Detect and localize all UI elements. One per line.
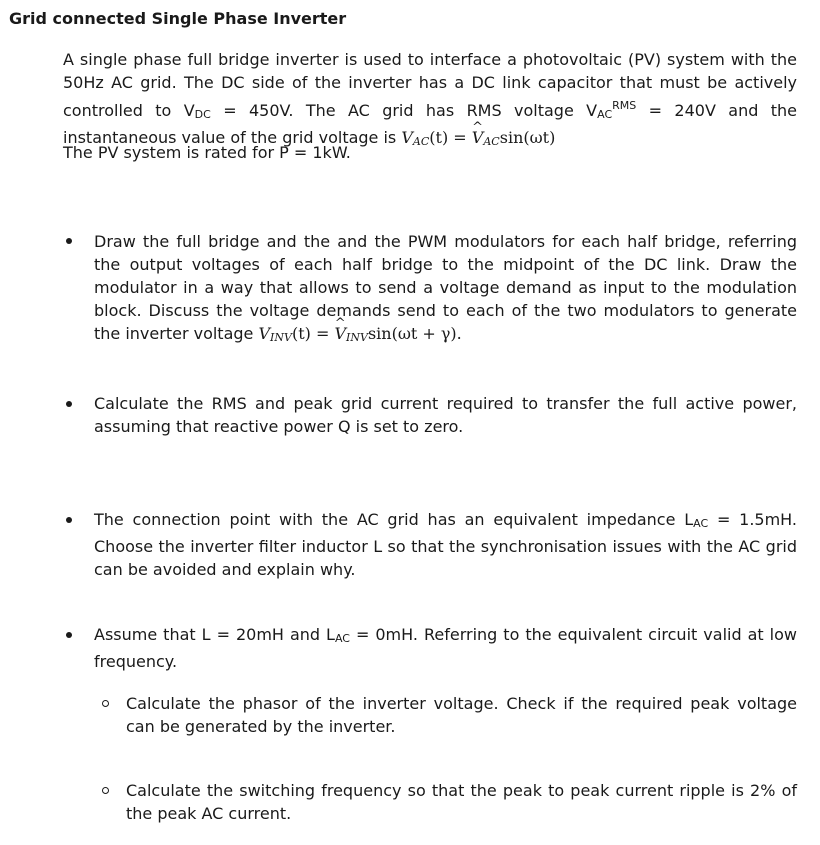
intro-paragraph: A single phase full bridge inverter is used to interface a photovoltaic (PV) system with the 50Hz AC grid. The DC side of the inverter has a DC link capacitor that must be actively controlled to VDC = 450V. The AC grid has RMS voltage $VAC^{RMS} = 240V$ and the instantaneous value of the grid voltage is VAC(t) = ^ VACsin(ωt): [63, 48, 797, 153]
list-item: Assume that L = 20mH and LAC = 0mH. Referring to the equivalent circuit valid at low frequency.: [94, 625, 797, 671]
bullet-dot: [66, 632, 72, 638]
bullet-dot: [66, 401, 72, 407]
intro-rating: The PV system is rated for P = 1kW.: [63, 143, 351, 162]
bullet-dot: [66, 238, 72, 244]
sub-list-item: Calculate the switching frequency so that the peak to peak current ripple is 2% of the peak AC current.: [126, 781, 797, 823]
list-item: The connection point with the AC grid has an equivalent impedance LAC = 1.5mH. Choose the inverter filter inductor L so that the synchronisation issues with the AC grid can be avoided and explain why.: [94, 510, 798, 579]
bullet-dot: [66, 517, 72, 523]
list-item: Draw the full bridge and the and the PWM modulators for each half bridge, referring the output voltages of each half bridge to the midpoint of the DC link. Draw the modulator in a way that allows to send a voltage demand as input to the modulation block. Discuss the voltage demands send to each of the two modulators to generate the inverter voltage VINV(t) = ^ VINVsin(ωt + γ).: [94, 230, 797, 349]
list-item: Calculate the RMS and peak grid current required to transfer the full active power, assuming that reactive power Q is set to zero.: [94, 394, 797, 436]
sub-bullet-circle: [102, 700, 109, 707]
grid-voltage-equation: VAC(t) = ^ VACsin(ωt): [401, 128, 555, 147]
page-title: Grid connected Single Phase Inverter: [9, 9, 347, 28]
inverter-voltage-equation: VINV(t) = ^ VINVsin(ωt + γ).: [258, 324, 461, 343]
sub-list-item: Calculate the phasor of the inverter voltage. Check if the required peak voltage can be generated by the inverter.: [126, 694, 797, 736]
sub-bullet-circle: [102, 787, 109, 794]
